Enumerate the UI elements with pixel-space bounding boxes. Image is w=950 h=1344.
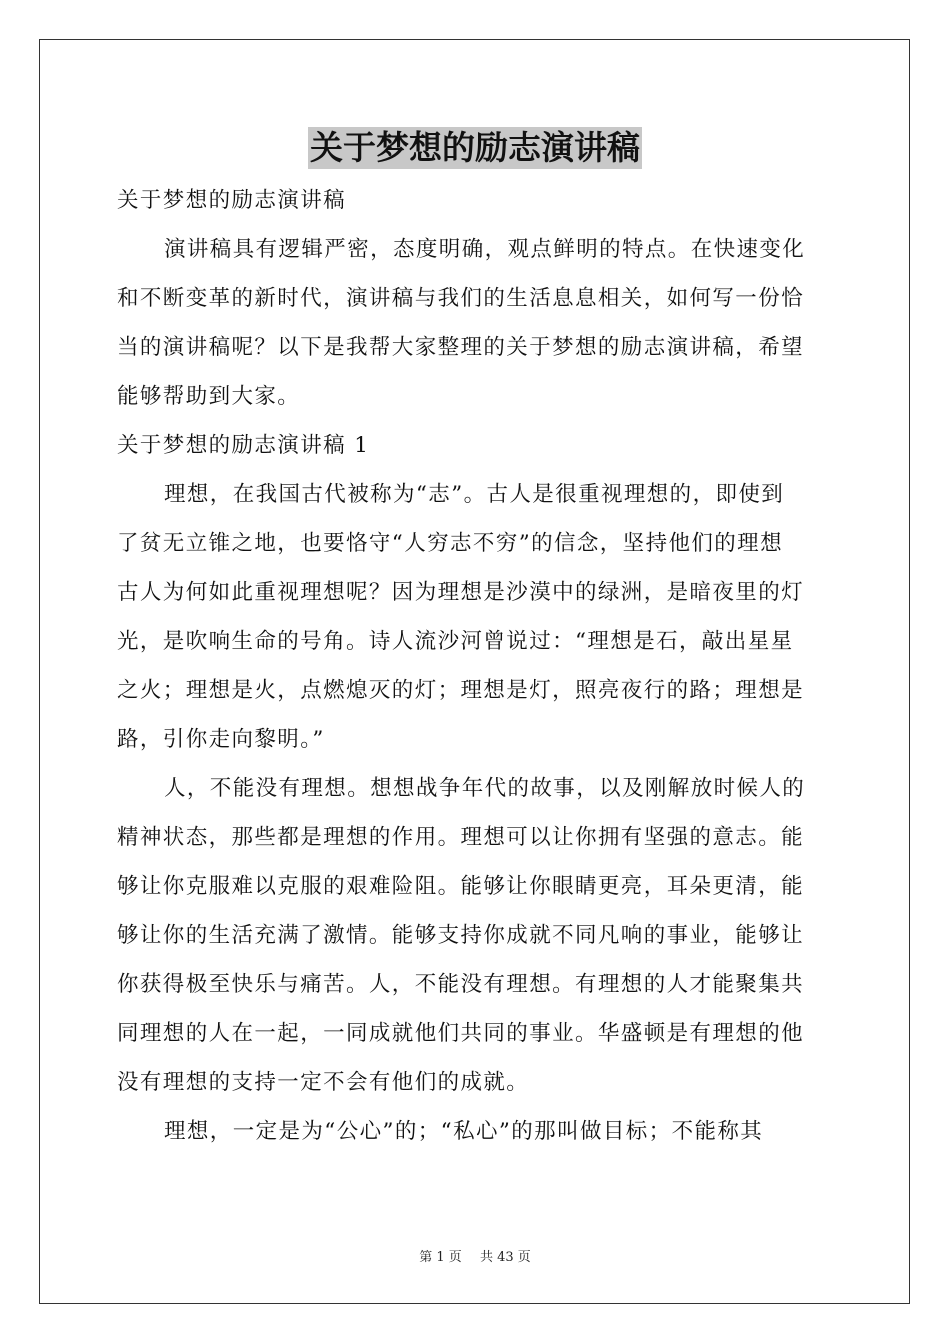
paragraph-line: 够让你克服难以克服的艰难险阻。能够让你眼睛更亮，耳朵更清，能	[117, 874, 805, 899]
paragraph-line: 人，不能没有理想。想想战争年代的故事，以及刚解放时候人的	[164, 776, 806, 801]
document-title	[0, 127, 950, 169]
document-body	[117, 176, 833, 1156]
paragraph-line: 能够帮助到大家。	[117, 384, 301, 409]
page-footer	[0, 1246, 950, 1265]
paragraph-line: 同理想的人在一起，一同成就他们共同的事业。华盛顿是有理想的他	[117, 1021, 805, 1046]
paragraph-line: 了贫无立锥之地，也要恪守“人穷志不穷”的信念，坚持他们的理想	[117, 531, 783, 556]
section-heading: 关于梦想的励志演讲稿	[117, 188, 347, 213]
page-number: 第 1 页	[419, 1250, 462, 1265]
paragraph-line: 演讲稿具有逻辑严密，态度明确，观点鲜明的特点。在快速变化	[164, 237, 806, 262]
paragraph-line: 你获得极至快乐与痛苦。人，不能没有理想。有理想的人才能聚集共	[117, 972, 805, 997]
paragraph-line: 光，是吹响生命的号角。诗人流沙河曾说过：“理想是石，敲出星星	[117, 629, 794, 654]
paragraph-line: 之火；理想是火，点燃熄灭的灯；理想是灯，照亮夜行的路；理想是	[117, 678, 805, 703]
paragraph-line: 理想，在我国古代被称为“志”。古人是很重视理想的，即使到	[164, 482, 785, 507]
section-heading: 关于梦想的励志演讲稿 1	[117, 433, 370, 458]
page-total: 共 43 页	[479, 1250, 531, 1265]
paragraph-line: 理想，一定是为“公心”的；“私心”的那叫做目标；不能称其	[164, 1119, 764, 1144]
paragraph-line: 没有理想的支持一定不会有他们的成就。	[117, 1070, 530, 1095]
document-title-text: 关于梦想的励志演讲稿	[310, 128, 640, 167]
paragraph-line: 和不断变革的新时代，演讲稿与我们的生活息息相关，如何写一份恰	[117, 286, 805, 311]
paragraph-line: 精神状态，那些都是理想的作用。理想可以让你拥有坚强的意志。能	[117, 825, 805, 850]
paragraph-line: 够让你的生活充满了激情。能够支持你成就不同凡响的事业，能够让	[117, 923, 805, 948]
paragraph-line: 路，引你走向黎明。”	[117, 727, 325, 752]
paragraph-line: 当的演讲稿呢？以下是我帮大家整理的关于梦想的励志演讲稿，希望	[117, 335, 805, 360]
paragraph-line: 古人为何如此重视理想呢？因为理想是沙漠中的绿洲，是暗夜里的灯	[117, 580, 805, 605]
